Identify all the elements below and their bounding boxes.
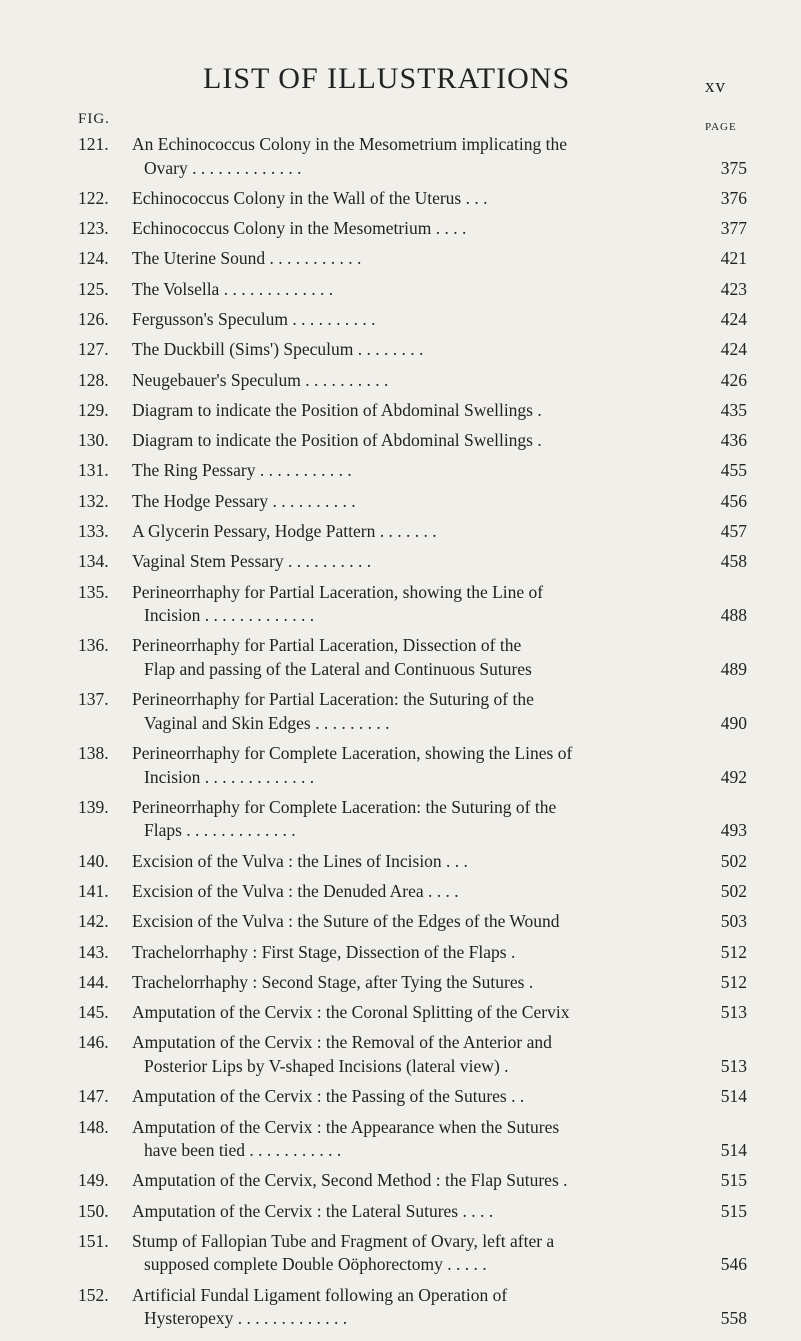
figure-number: 141.: [78, 880, 109, 901]
caption-line: Flap and passing of the Lateral and Continuous Sutures: [144, 658, 532, 679]
caption-line: A Glycerin Pessary, Hodge Pattern . . . . . . .: [132, 521, 437, 542]
list-item: [0, 1169, 801, 1193]
page-reference: 377: [720, 218, 747, 239]
caption-line: Vaginal Stem Pessary . . . . . . . . . .: [132, 551, 372, 572]
figure-caption: [132, 459, 684, 483]
list-item: [0, 971, 801, 995]
caption-line: Artificial Fundal Ligament following an Operation of: [132, 1284, 508, 1305]
figure-caption: [132, 338, 684, 362]
page-reference: 488: [720, 605, 747, 626]
figure-caption: [132, 742, 684, 789]
figure-caption: [132, 1200, 684, 1224]
figure-number: 126.: [78, 308, 109, 329]
caption-line: The Ring Pessary . . . . . . . . . . .: [132, 460, 352, 481]
caption-line: Hysteropexy . . . . . . . . . . . . .: [144, 1308, 348, 1329]
page-reference: 513: [720, 1002, 747, 1023]
figure-number: 152.: [78, 1284, 109, 1305]
figure-number: 133.: [78, 521, 109, 542]
figure-number: 142.: [78, 911, 109, 932]
list-item: [0, 247, 801, 271]
figure-caption: [132, 1031, 684, 1078]
caption-line: Amputation of the Cervix : the Removal of the Anterior and: [132, 1032, 552, 1053]
list-item: [0, 490, 801, 514]
list-item: [0, 581, 801, 628]
figure-number: 150.: [78, 1200, 109, 1221]
figure-number: 123.: [78, 218, 109, 239]
list-item: [0, 910, 801, 934]
figure-caption: [132, 1284, 684, 1331]
caption-line: Fergusson's Speculum . . . . . . . . . .: [132, 308, 376, 329]
figure-number: 146.: [78, 1032, 109, 1053]
figure-caption: [132, 490, 684, 514]
list-item: [0, 742, 801, 789]
figure-number: 128.: [78, 369, 109, 390]
page-reference: 424: [720, 339, 747, 360]
caption-line: supposed complete Double Oöphorectomy . . . . .: [144, 1254, 487, 1275]
figure-number: 145.: [78, 1002, 109, 1023]
figure-caption: [132, 850, 684, 874]
figure-caption: [132, 399, 684, 423]
list-item: [0, 850, 801, 874]
page-reference: 493: [720, 820, 747, 841]
figure-number: 124.: [78, 248, 109, 269]
caption-line: Posterior Lips by V-shaped Incisions (lateral view) .: [144, 1055, 509, 1076]
figure-caption: [132, 369, 684, 393]
page-reference: 503: [720, 911, 747, 932]
illustrations-list: [0, 133, 801, 1338]
figure-number: 148.: [78, 1116, 109, 1137]
figure-caption: [132, 941, 684, 965]
figure-number: 136.: [78, 635, 109, 656]
figure-caption: [132, 133, 684, 180]
page-reference: 515: [720, 1200, 747, 1221]
list-item: [0, 1031, 801, 1078]
caption-line: The Hodge Pessary . . . . . . . . . .: [132, 490, 356, 511]
figure-caption: [132, 1230, 684, 1277]
page-reference: 436: [720, 430, 747, 451]
page-reference: 455: [720, 460, 747, 481]
list-item: [0, 1230, 801, 1277]
page-header: [0, 62, 801, 102]
caption-line: Echinococcus Colony in the Mesometrium . . . .: [132, 218, 467, 239]
caption-line: Amputation of the Cervix : the Appearance when the Sutures: [132, 1116, 560, 1137]
figure-number: 135.: [78, 581, 109, 602]
list-item: [0, 941, 801, 965]
page-reference: 514: [720, 1086, 747, 1107]
figure-number: 132.: [78, 490, 109, 511]
figure-caption: [132, 971, 684, 995]
list-item: [0, 133, 801, 180]
figure-caption: [132, 634, 684, 681]
caption-line: Stump of Fallopian Tube and Fragment of Ovary, left after a: [132, 1230, 555, 1251]
caption-line: Trachelorrhaphy : Second Stage, after Tying the Sutures .: [132, 971, 534, 992]
caption-line: Perineorrhaphy for Partial Laceration: the Suturing of the: [132, 689, 534, 710]
page-reference: 423: [720, 278, 747, 299]
figure-caption: [132, 520, 684, 544]
page-reference: 546: [720, 1254, 747, 1275]
list-item: [0, 369, 801, 393]
list-item: [0, 520, 801, 544]
caption-line: Incision . . . . . . . . . . . . .: [144, 605, 315, 626]
page-reference: 376: [720, 187, 747, 208]
page-reference: 457: [720, 521, 747, 542]
figure-caption: [132, 581, 684, 628]
caption-line: have been tied . . . . . . . . . . .: [144, 1140, 342, 1161]
page-reference: 375: [720, 157, 747, 178]
page-reference: 514: [720, 1140, 747, 1161]
figure-number: 122.: [78, 187, 109, 208]
figure-number: 131.: [78, 460, 109, 481]
list-item: [0, 217, 801, 241]
list-item: [0, 1200, 801, 1224]
fig-column-heading: FIG.: [78, 111, 110, 127]
caption-line: Trachelorrhaphy : First Stage, Dissection of the Flaps .: [132, 941, 516, 962]
figure-number: 147.: [78, 1086, 109, 1107]
figure-number: 121.: [78, 134, 109, 154]
list-item: [0, 459, 801, 483]
page-reference: 489: [720, 658, 747, 679]
figure-caption: [132, 1001, 684, 1025]
figure-caption: [132, 1116, 684, 1163]
list-item: [0, 688, 801, 735]
list-item: [0, 278, 801, 302]
list-item: [0, 429, 801, 453]
figure-caption: [132, 688, 684, 735]
list-item: [0, 796, 801, 843]
caption-line: The Volsella . . . . . . . . . . . . .: [132, 278, 334, 299]
list-item: [0, 880, 801, 904]
figure-number: 138.: [78, 743, 109, 764]
caption-line: Vaginal and Skin Edges . . . . . . . . .: [144, 712, 390, 733]
caption-line: Amputation of the Cervix : the Lateral Sutures . . . .: [132, 1200, 494, 1221]
figure-caption: [132, 910, 684, 934]
caption-line: Perineorrhaphy for Complete Laceration, showing the Lines of: [132, 743, 573, 764]
figure-caption: [132, 796, 684, 843]
list-item: [0, 1085, 801, 1109]
list-item: [0, 399, 801, 423]
page-reference: 513: [720, 1055, 747, 1076]
page-reference: 515: [720, 1170, 747, 1191]
list-item: [0, 1284, 801, 1331]
caption-line: The Duckbill (Sims') Speculum . . . . . . . .: [132, 339, 424, 360]
caption-line: Ovary . . . . . . . . . . . . .: [144, 157, 302, 178]
caption-line: Excision of the Vulva : the Denuded Area . . . .: [132, 880, 459, 901]
caption-line: Amputation of the Cervix : the Passing of the Sutures . .: [132, 1086, 525, 1107]
figure-number: 149.: [78, 1170, 109, 1191]
page-reference: 456: [720, 490, 747, 511]
figure-caption: [132, 247, 684, 271]
page-reference: 502: [720, 850, 747, 871]
figure-number: 140.: [78, 850, 109, 871]
figure-number: 130.: [78, 430, 109, 451]
list-item: [0, 1001, 801, 1025]
figure-number: 143.: [78, 941, 109, 962]
caption-line: Amputation of the Cervix : the Coronal Splitting of the Cervix: [132, 1002, 570, 1023]
figure-caption: [132, 308, 684, 332]
caption-line: Excision of the Vulva : the Suture of the Edges of the Wound: [132, 911, 560, 932]
list-item: [0, 187, 801, 211]
page-reference: 490: [720, 712, 747, 733]
caption-line: Neugebauer's Speculum . . . . . . . . . .: [132, 369, 389, 390]
list-item: [0, 308, 801, 332]
figure-caption: [132, 429, 684, 453]
caption-line: Diagram to indicate the Position of Abdominal Swellings .: [132, 399, 542, 420]
figure-caption: [132, 1169, 684, 1193]
caption-line: Flaps . . . . . . . . . . . . .: [144, 820, 296, 841]
list-item: [0, 634, 801, 681]
page-reference: 426: [720, 369, 747, 390]
caption-line: Perineorrhaphy for Partial Laceration, Dissection of the: [132, 635, 522, 656]
list-item: [0, 550, 801, 574]
page-reference: 512: [720, 941, 747, 962]
figure-number: 127.: [78, 339, 109, 360]
figure-caption: [132, 217, 684, 241]
caption-line: Diagram to indicate the Position of Abdominal Swellings .: [132, 430, 542, 451]
page-reference: 458: [720, 551, 747, 572]
caption-line: Amputation of the Cervix, Second Method : the Flap Sutures .: [132, 1170, 568, 1191]
page-reference: 421: [720, 248, 747, 269]
page-reference: 558: [720, 1308, 747, 1329]
caption-line: An Echinococcus Colony in the Mesometrium implicating the: [132, 134, 567, 154]
caption-line: The Uterine Sound . . . . . . . . . . .: [132, 248, 362, 269]
caption-line: Perineorrhaphy for Complete Laceration: the Suturing of the: [132, 796, 557, 817]
figure-caption: [132, 550, 684, 574]
figure-number: 134.: [78, 551, 109, 572]
page-reference: 424: [720, 308, 747, 329]
figure-number: 129.: [78, 399, 109, 420]
caption-line: Excision of the Vulva : the Lines of Incision . . .: [132, 850, 468, 871]
caption-line: Incision . . . . . . . . . . . . .: [144, 766, 315, 787]
figure-caption: [132, 278, 684, 302]
figure-number: 139.: [78, 796, 109, 817]
figure-caption: [132, 880, 684, 904]
figure-caption: [132, 1085, 684, 1109]
figure-caption: [132, 187, 684, 211]
page-column-heading: PAGE: [705, 121, 737, 133]
figure-number: 137.: [78, 689, 109, 710]
caption-line: Perineorrhaphy for Partial Laceration, showing the Line of: [132, 581, 544, 602]
figure-number: 125.: [78, 278, 109, 299]
page-reference: 435: [720, 399, 747, 420]
caption-line: Echinococcus Colony in the Wall of the Uterus . . .: [132, 187, 488, 208]
list-item: [0, 1116, 801, 1163]
page-reference: 502: [720, 880, 747, 901]
page-number: xv: [705, 76, 726, 97]
page-reference: 492: [720, 766, 747, 787]
figure-number: 151.: [78, 1230, 109, 1251]
figure-number: 144.: [78, 971, 109, 992]
list-item: [0, 338, 801, 362]
page-reference: 512: [720, 971, 747, 992]
page-title: LIST OF ILLUSTRATIONS: [203, 62, 571, 95]
